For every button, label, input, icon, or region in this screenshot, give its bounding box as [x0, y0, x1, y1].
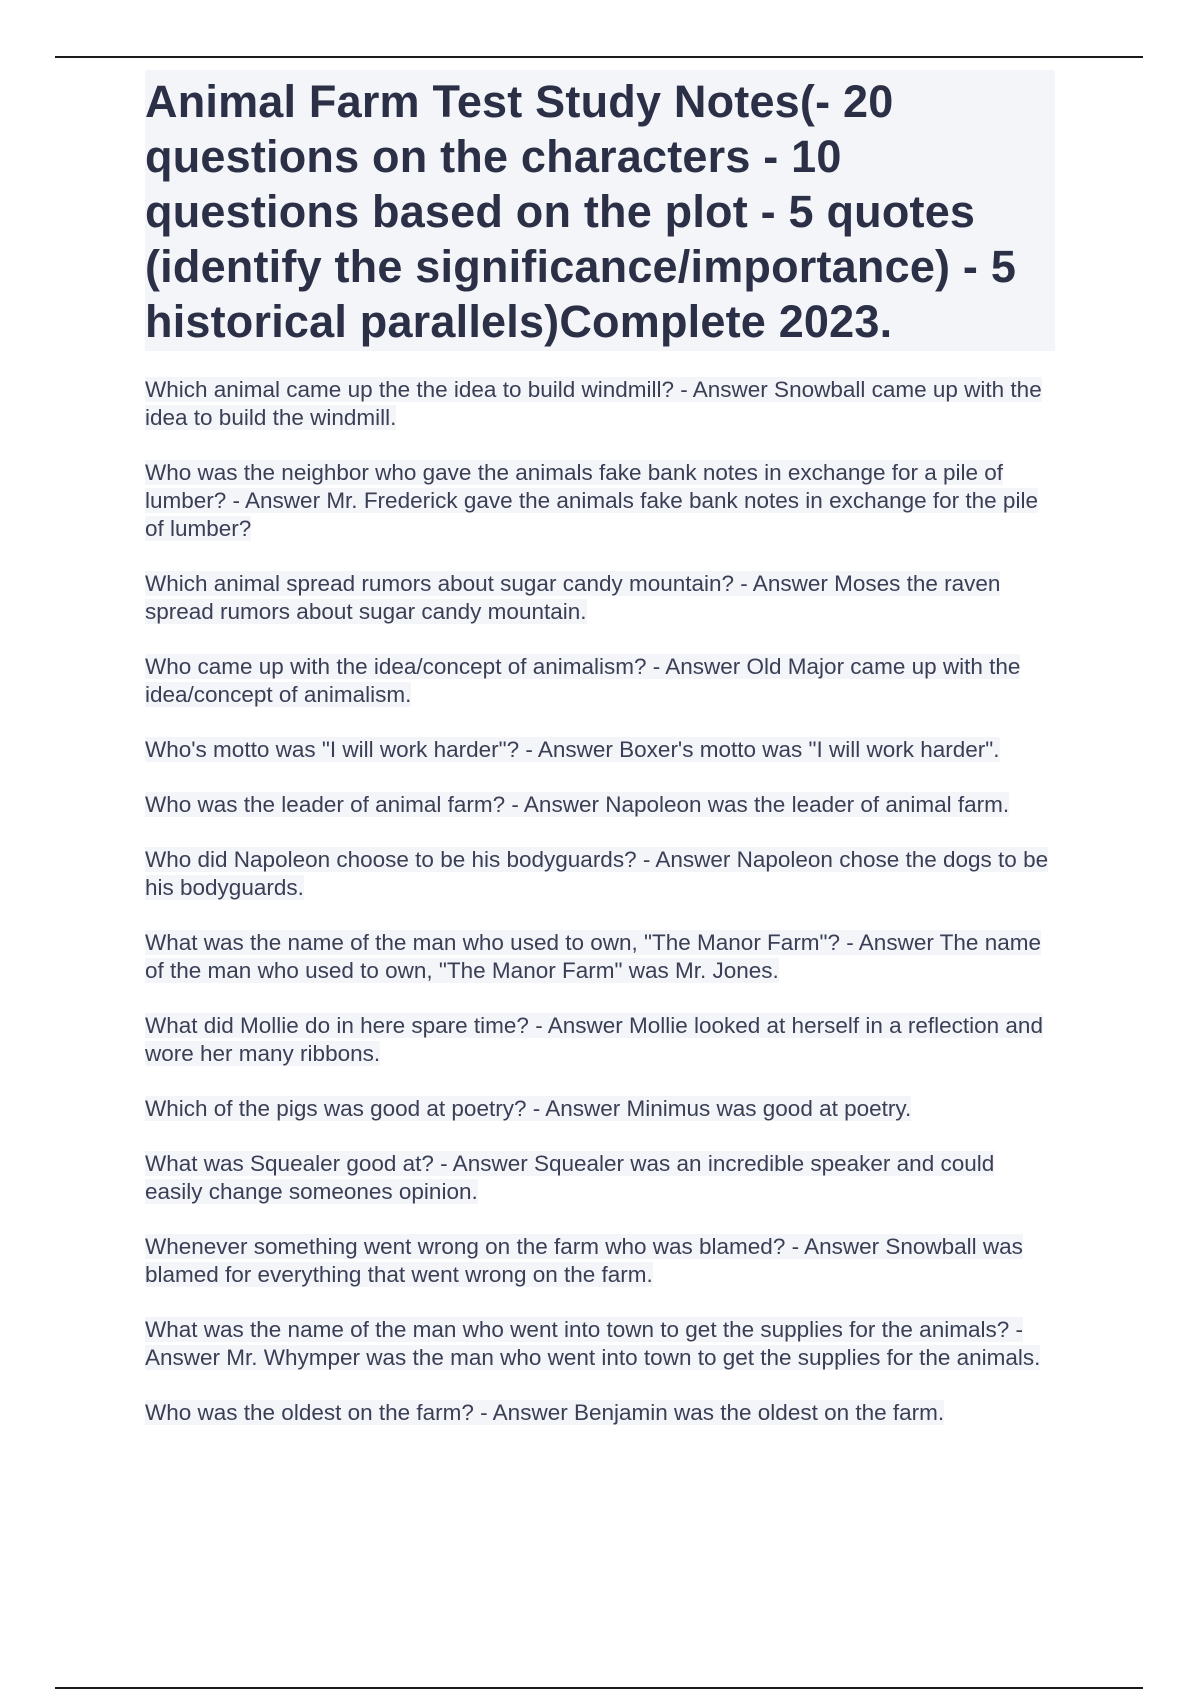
title-block	[145, 70, 1055, 351]
document-title: Animal Farm Test Study Notes(- 20 questions on the characters - 10 questions based on the plot - 5 quotes (identify the significance/importance) - 5 historical parallels)Complete 2023.	[145, 76, 1017, 347]
qa-text: Which animal came up the the idea to build windmill? - Answer Snowball came up with the idea to build the windmill.	[145, 377, 1042, 430]
qa-text: Who was the leader of animal farm? - Answer Napoleon was the leader of animal farm.	[145, 792, 1010, 817]
qa-item	[145, 791, 1055, 819]
qa-text: Who was the neighbor who gave the animals fake bank notes in exchange for a pile of lumber? - Answer Mr. Frederick gave the animals fake bank notes in exchange for the pile of lumber?	[145, 460, 1038, 541]
qa-item	[145, 1316, 1055, 1372]
qa-text: Who came up with the idea/concept of animalism? - Answer Old Major came up with the idea/concept of animalism.	[145, 654, 1021, 707]
qa-item	[145, 1095, 1055, 1123]
qa-item	[145, 376, 1055, 432]
qa-item	[145, 1399, 1055, 1427]
qa-text: What was Squealer good at? - Answer Squealer was an incredible speaker and could easily change someones opinion.	[145, 1151, 995, 1204]
qa-list	[145, 376, 1055, 1427]
qa-item	[145, 736, 1055, 764]
qa-item	[145, 846, 1055, 902]
qa-item	[145, 570, 1055, 626]
document-page	[145, 70, 1055, 1454]
qa-item	[145, 1233, 1055, 1289]
qa-item	[145, 929, 1055, 985]
qa-text: What was the name of the man who used to own, "The Manor Farm"? - Answer The name of the man who used to own, "The Manor Farm" was Mr. Jones.	[145, 930, 1041, 983]
qa-text: Which of the pigs was good at poetry? - Answer Minimus was good at poetry.	[145, 1096, 912, 1121]
qa-text: Whenever something went wrong on the farm who was blamed? - Answer Snowball was blamed for everything that went wrong on the farm.	[145, 1234, 1023, 1287]
top-divider	[55, 56, 1143, 58]
qa-item	[145, 1150, 1055, 1206]
bottom-divider	[55, 1687, 1143, 1689]
qa-item	[145, 459, 1055, 543]
qa-text: Which animal spread rumors about sugar candy mountain? - Answer Moses the raven spread rumors about sugar candy mountain.	[145, 571, 1001, 624]
qa-text: What was the name of the man who went into town to get the supplies for the animals? - Answer Mr. Whymper was the man who went into town to get the supplies for the animals.	[145, 1317, 1041, 1370]
qa-text: What did Mollie do in here spare time? - Answer Mollie looked at herself in a reflection and wore her many ribbons.	[145, 1013, 1043, 1066]
qa-text: Who's motto was "I will work harder"? - Answer Boxer's motto was "I will work harder".	[145, 737, 1000, 762]
qa-item	[145, 653, 1055, 709]
qa-text: Who was the oldest on the farm? - Answer Benjamin was the oldest on the farm.	[145, 1400, 945, 1425]
qa-text: Who did Napoleon choose to be his bodyguards? - Answer Napoleon chose the dogs to be his bodyguards.	[145, 847, 1049, 900]
qa-item	[145, 1012, 1055, 1068]
